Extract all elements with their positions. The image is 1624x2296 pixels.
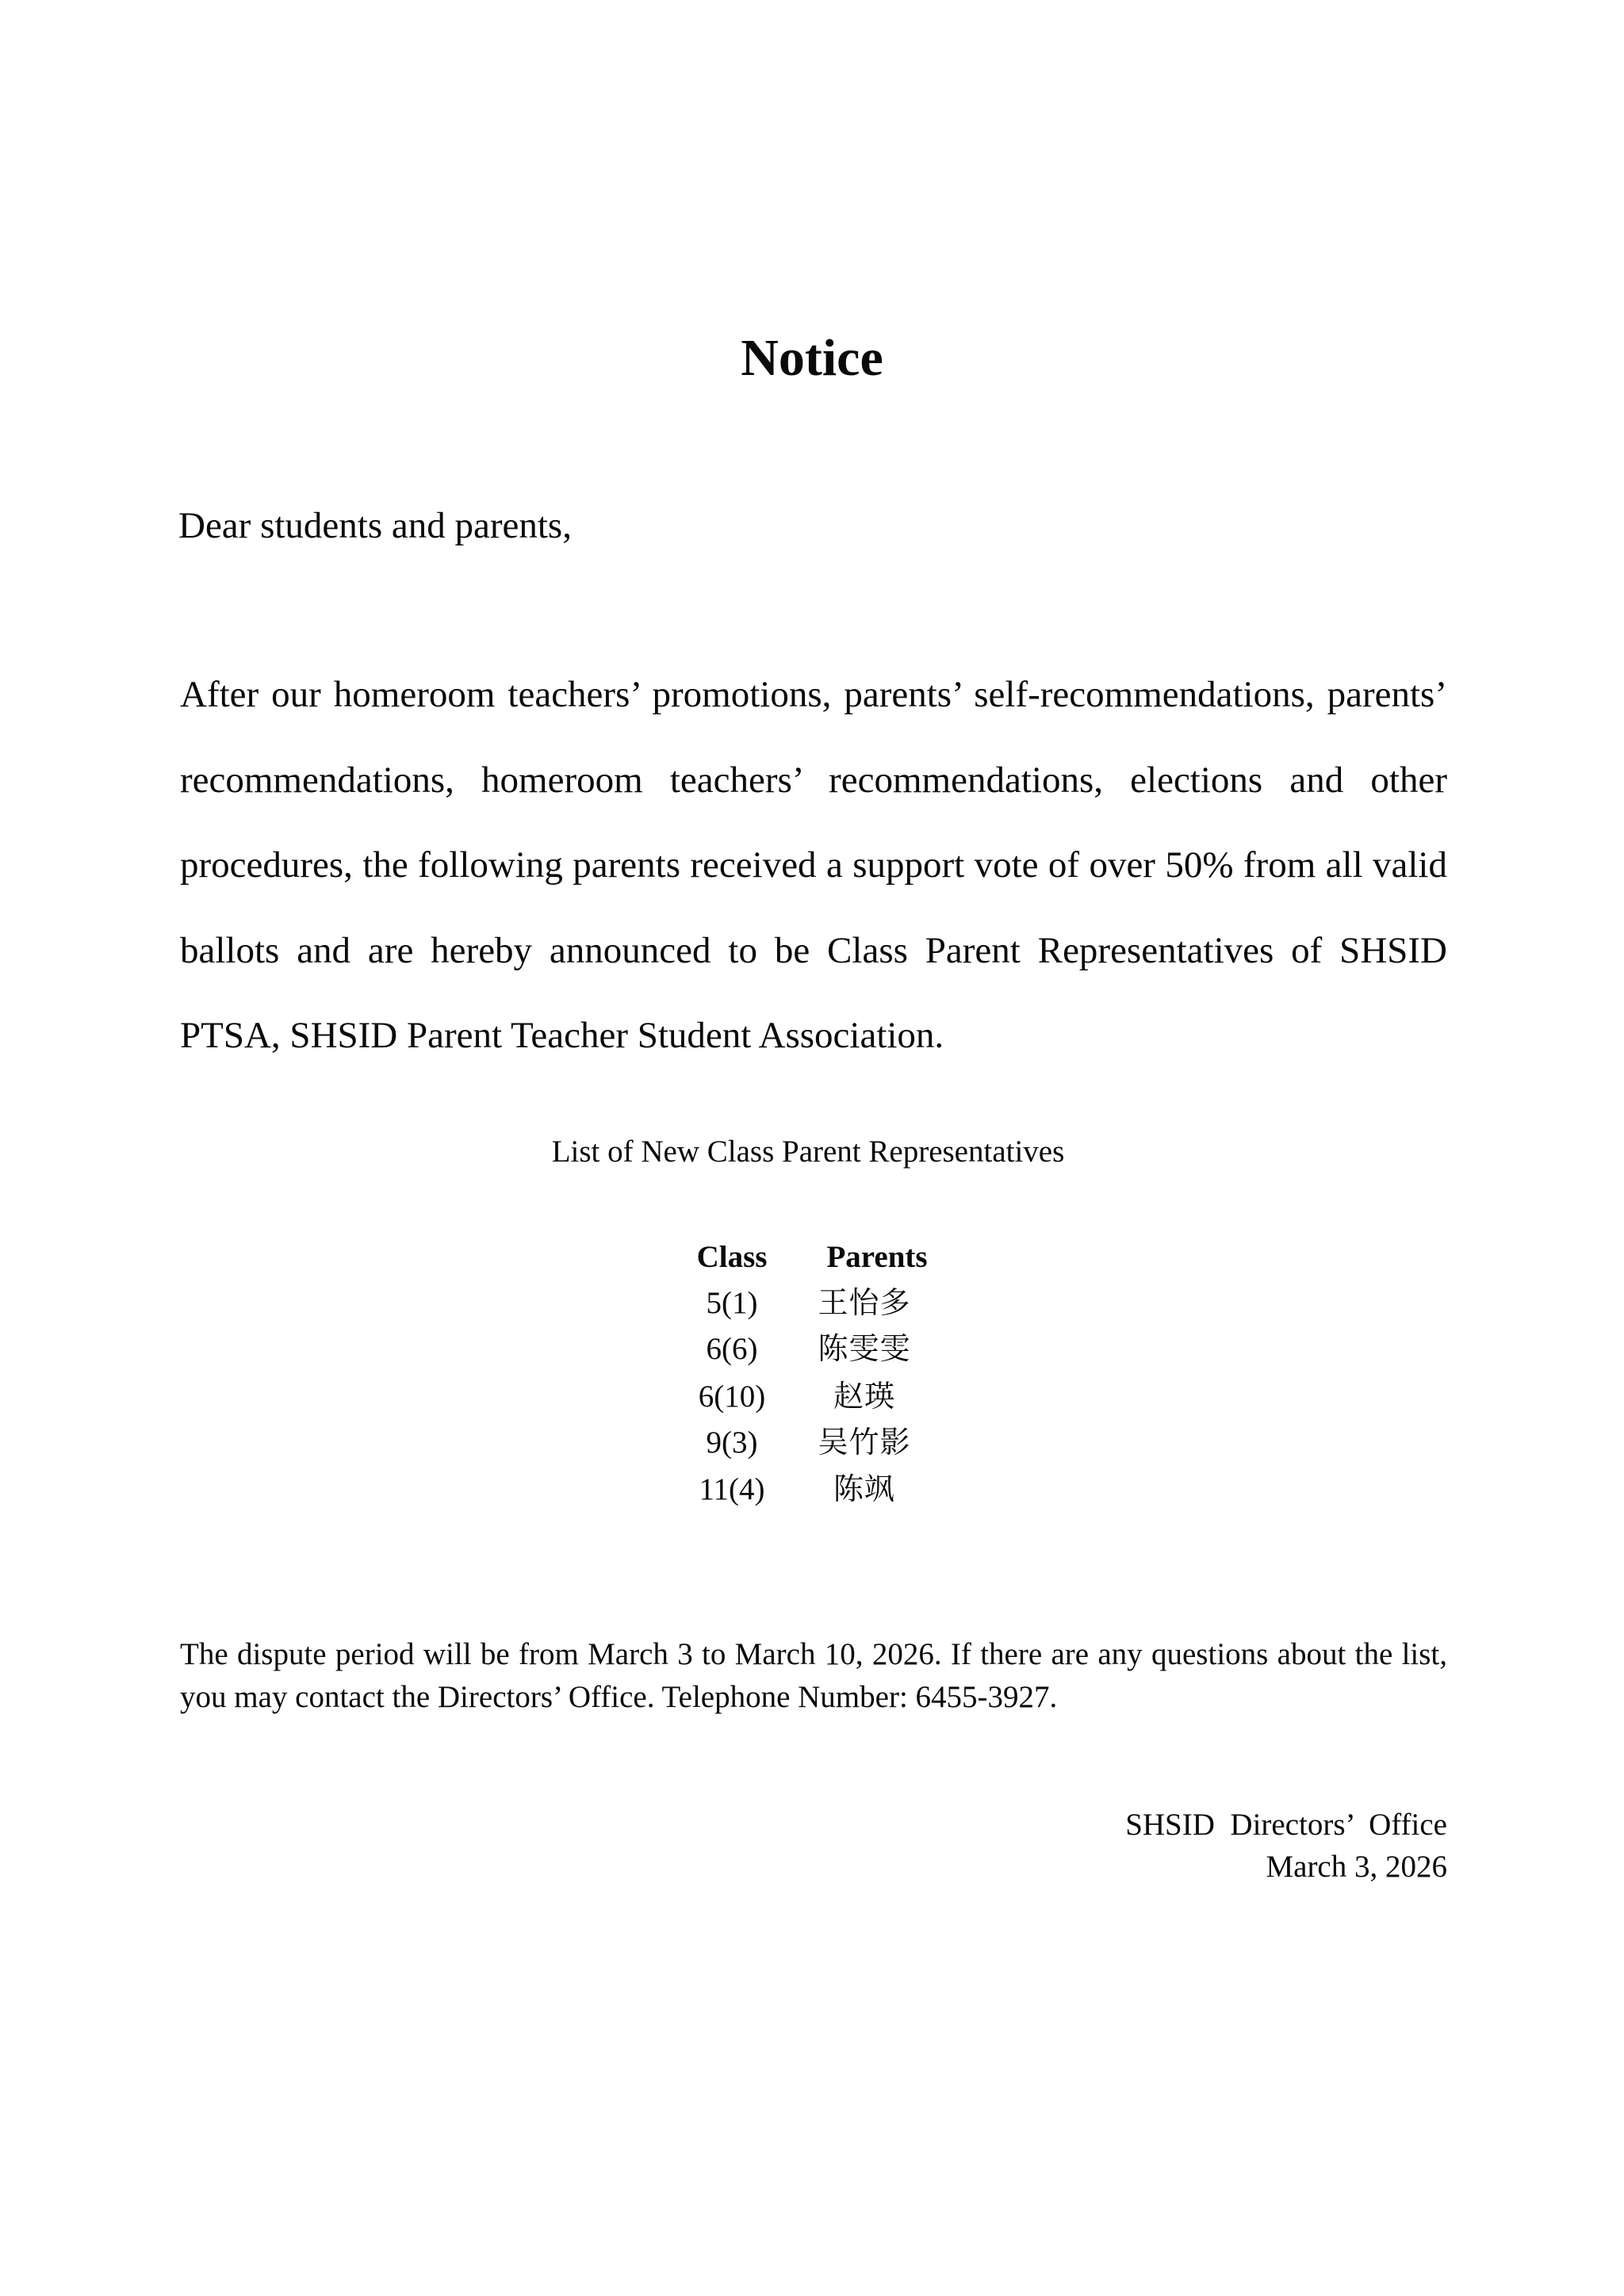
class-cell: 11(4) <box>699 1472 765 1506</box>
table-row <box>0 1381 1624 1413</box>
dispute-notice: The dispute period will be from March 3 to March 10, 2026. If there are any questions about the list, you may contact the Directors’ Office. Telephone Number: 6455-3927. <box>180 1637 1447 1714</box>
parent-cell: 赵瑛 <box>833 1379 895 1414</box>
class-cell: 5(1) <box>706 1286 758 1320</box>
parent-cell: 陈飒 <box>833 1471 895 1506</box>
header-class: Class <box>696 1240 768 1274</box>
class-cell: 6(6) <box>706 1332 758 1366</box>
signature-block <box>952 1804 1447 1888</box>
class-cell: 9(3) <box>706 1425 758 1460</box>
parent-cell: 吴竹影 <box>818 1425 911 1460</box>
table-row <box>0 1427 1624 1459</box>
table-header-row <box>0 1242 1624 1273</box>
class-cell: 6(10) <box>698 1380 766 1414</box>
header-parents: Parents <box>826 1240 928 1274</box>
table-row <box>0 1285 1624 1320</box>
parent-cell: 王怡多 <box>818 1285 911 1320</box>
list-title: List of New Class Parent Representatives <box>551 1135 1065 1169</box>
table-row <box>0 1471 1624 1506</box>
announcement-paragraph: After our homeroom teachers’ promotions, parents’ self-recommendations, parents’ recommendations, homeroom teachers’ recommendations, elections and other procedures, the following parents received a support vote of over 50% from all valid ballots and are hereby announced to be Class Parent Representatives of SHSID PTSA, SHSID Parent Teacher Student Association. <box>180 674 1447 1056</box>
table-row <box>0 1331 1624 1366</box>
parent-cell: 陈雯雯 <box>818 1331 911 1366</box>
signature-office: SHSID Directors’ Office <box>1125 1808 1447 1842</box>
notice-title: Notice <box>741 329 883 387</box>
salutation: Dear students and parents, <box>178 505 572 546</box>
signature-date: March 3, 2026 <box>1266 1850 1447 1884</box>
